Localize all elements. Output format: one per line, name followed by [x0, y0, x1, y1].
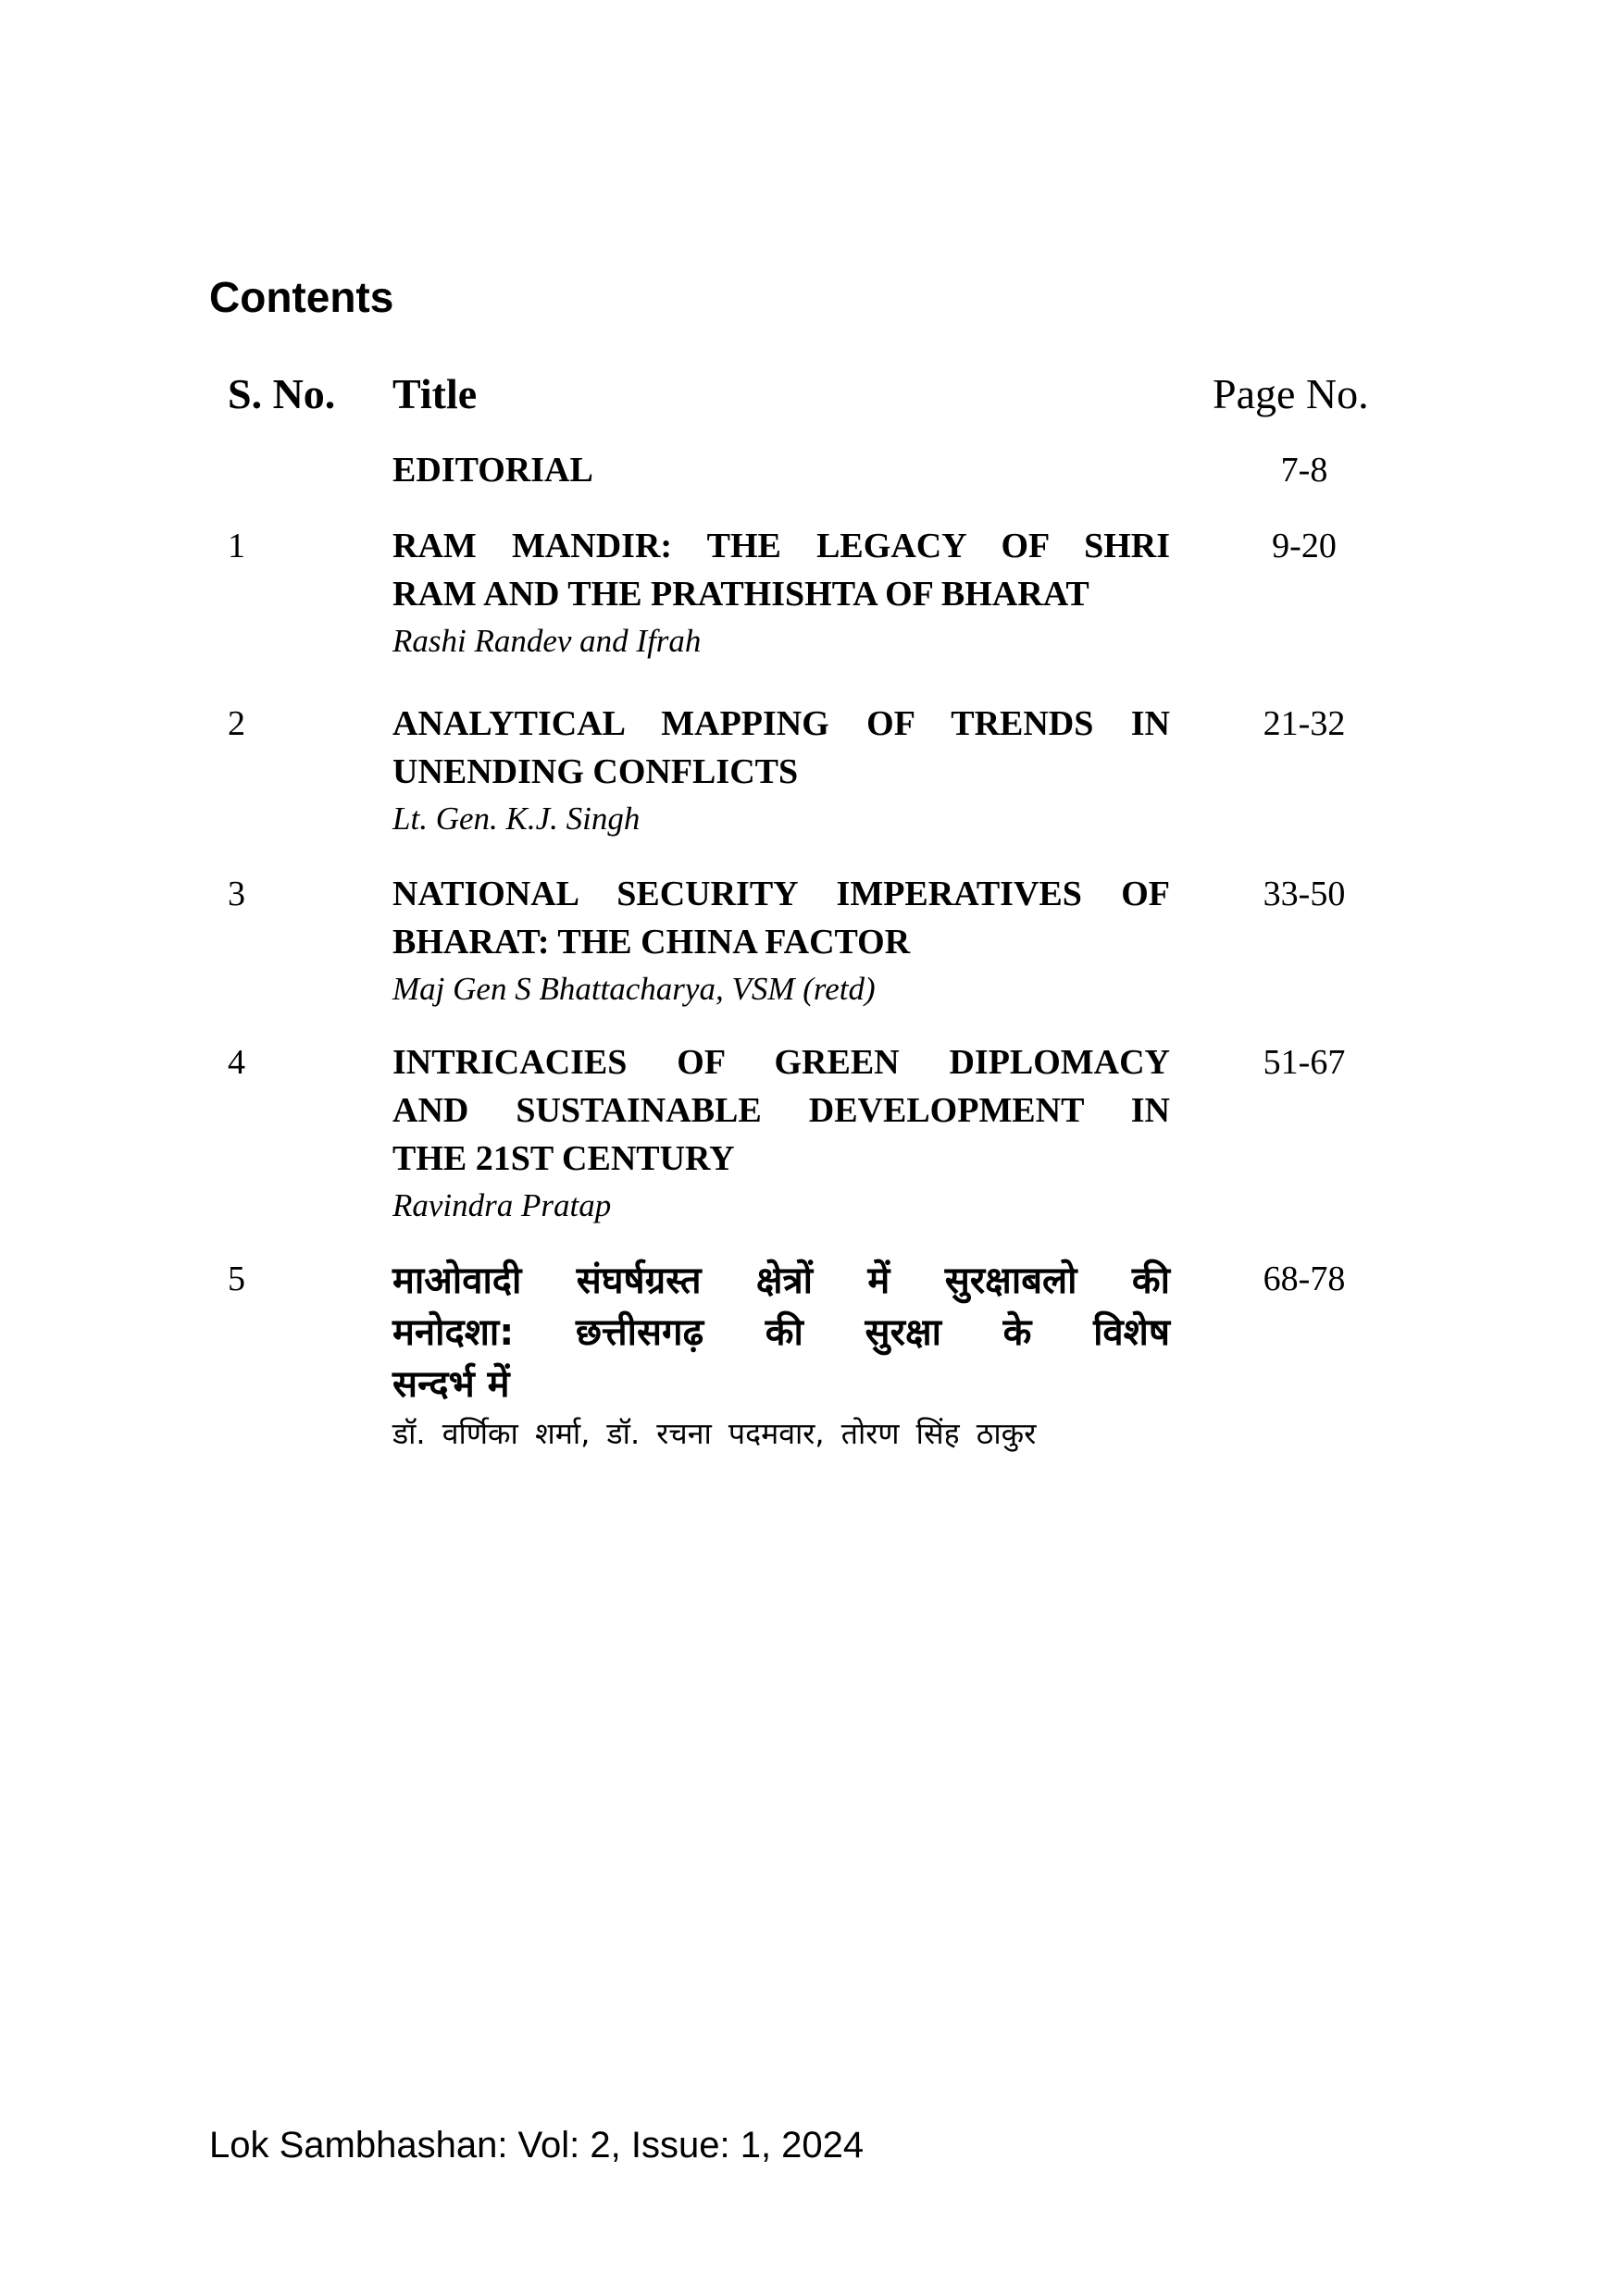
entry-author: Lt. Gen. K.J. Singh: [392, 800, 641, 837]
entry-sno: 3: [228, 875, 245, 913]
entry-title-line: ANALYTICAL MAPPING OF TRENDS IN: [392, 704, 1170, 743]
entry-pages: 51-67: [1263, 1043, 1346, 1082]
entry-sno: 4: [228, 1043, 245, 1082]
entry-title-line: BHARAT: THE CHINA FACTOR: [392, 923, 911, 962]
page-footer: Lok Sambhashan: Vol: 2, Issue: 1, 2024: [209, 2125, 865, 2166]
entry-title-line: मनोदशा: छत्तीसगढ़ की सुरक्षा के विशेष: [392, 1311, 1170, 1354]
entry-title-line: NATIONAL SECURITY IMPERATIVES OF: [392, 875, 1170, 913]
entry-sno: 1: [228, 527, 245, 565]
entry-pages: 9-20: [1272, 527, 1337, 565]
entry-author: Maj Gen S Bhattacharya, VSM (retd): [392, 971, 876, 1007]
entry-title-block: [392, 870, 1170, 1012]
entry-pages: 68-78: [1263, 1260, 1346, 1298]
entry-title-block: [392, 1038, 1170, 1229]
entry-title-block: [392, 700, 1170, 842]
column-header-page: Page No.: [1213, 370, 1369, 417]
entry-title-line: RAM AND THE PRATHISHTA OF BHARAT: [392, 575, 1089, 614]
entry-title-block: [392, 446, 1170, 494]
entry-title-block: [392, 1255, 1170, 1457]
entry-title-line: THE 21ST CENTURY: [392, 1139, 735, 1178]
entry-title-line: EDITORIAL: [392, 451, 593, 490]
entry-pages: 33-50: [1263, 875, 1346, 913]
entry-sno: 5: [228, 1260, 245, 1298]
entry-title-line: INTRICACIES OF GREEN DIPLOMACY: [392, 1043, 1170, 1082]
entry-sno: 2: [228, 704, 245, 743]
entry-pages: 7-8: [1280, 451, 1328, 490]
entry-title-block: [392, 522, 1170, 664]
entry-author: Ravindra Pratap: [392, 1187, 612, 1223]
entry-title-line: AND SUSTAINABLE DEVELOPMENT IN: [392, 1091, 1170, 1130]
column-header-sno: S. No.: [228, 370, 336, 417]
entry-title-line: माओवादी संघर्षग्रस्त क्षेत्रों में सुरक्षाबलो की: [392, 1260, 1170, 1302]
entry-author: डॉ. वर्णिका शर्मा, डॉ. रचना पदमवार, तोरण सिंह ठाकुर: [392, 1416, 1037, 1451]
column-header-title: Title: [392, 370, 478, 417]
entry-title-line: RAM MANDIR: THE LEGACY OF SHRI: [392, 527, 1170, 565]
entry-title-line: UNENDING CONFLICTS: [392, 752, 799, 791]
entry-title-line: सन्दर्भ में: [392, 1363, 510, 1406]
contents-heading: Contents: [209, 273, 394, 321]
entry-author: Rashi Randev and Ifrah: [392, 623, 702, 659]
entry-pages: 21-32: [1263, 704, 1346, 743]
